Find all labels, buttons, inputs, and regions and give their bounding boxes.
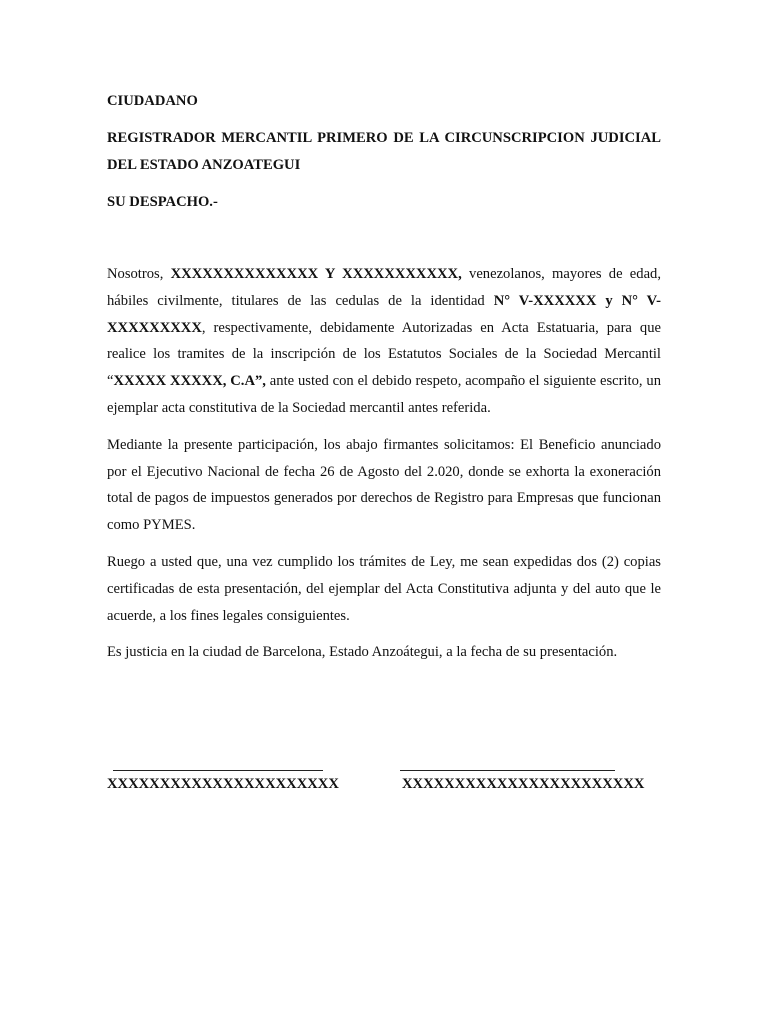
signature-name-right: XXXXXXXXXXXXXXXXXXXXXXX [402,776,645,792]
signature-line-right [400,770,615,771]
p1-text-a: Nosotros, [107,266,171,282]
paragraph-copies: Ruego a usted que, una vez cumplido los trámites de Ley, me sean expedidas dos (2) copias certificadas de esta presentación, del ejemplar del Acta Constitutiva adjunta y del auto que le acuerde, a los fines legales consiguientes. [107,553,661,624]
document-body [107,88,661,676]
p1-company: XXXXX XXXXX, C.A”, [113,373,266,390]
registrar-heading: REGISTRADOR MERCANTIL PRIMERO DE LA CIRCUNSCRIPCION JUDICIAL DEL ESTADO ANZOATEGUI [107,130,661,173]
paragraph-closing: Es justicia en la ciudad de Barcelona, Estado Anzoátegui, a la fecha de su presentación. [107,644,618,661]
p1-text-b: venezolanos, mayores de edad, hábiles civilmente, titulares de las cedulas de la identidad [107,266,662,309]
office-heading: SU DESPACHO.- [107,194,218,210]
p1-text-d: ante usted con el debido respeto, acompaño el siguiente escrito, un ejemplar acta constitutiva de la Sociedad mercantil antes referida. [107,373,661,416]
paragraph-introduction [107,261,661,422]
signature-name-left: XXXXXXXXXXXXXXXXXXXXXX [107,776,339,792]
paragraph-request: Mediante la presente participación, los abajo firmantes solicitamos: El Beneficio anunciado por el Ejecutivo Nacional de fecha 26 de Agosto del 2.020, donde se exhorta la exoneración total de pagos de impuestos generados por derechos de Registro para Empresas que funcionan como PYMES. [107,436,661,534]
p1-text-c: , respectivamente, debidamente Autorizadas en Acta Estatuaria, para que realice los tramites de la inscripción de los Estatutos Sociales de la Sociedad Mercantil “ [107,319,661,390]
signature-right [402,770,644,793]
p1-names: XXXXXXXXXXXXXX Y XXXXXXXXXXX, [170,266,462,282]
p1-ids: N° V-XXXXXX y N° V-XXXXXXXXX [107,292,661,336]
signature-left [107,770,339,793]
signature-line-left [113,770,323,771]
signature-block [107,770,667,810]
addressee-heading: CIUDADANO [107,93,198,109]
